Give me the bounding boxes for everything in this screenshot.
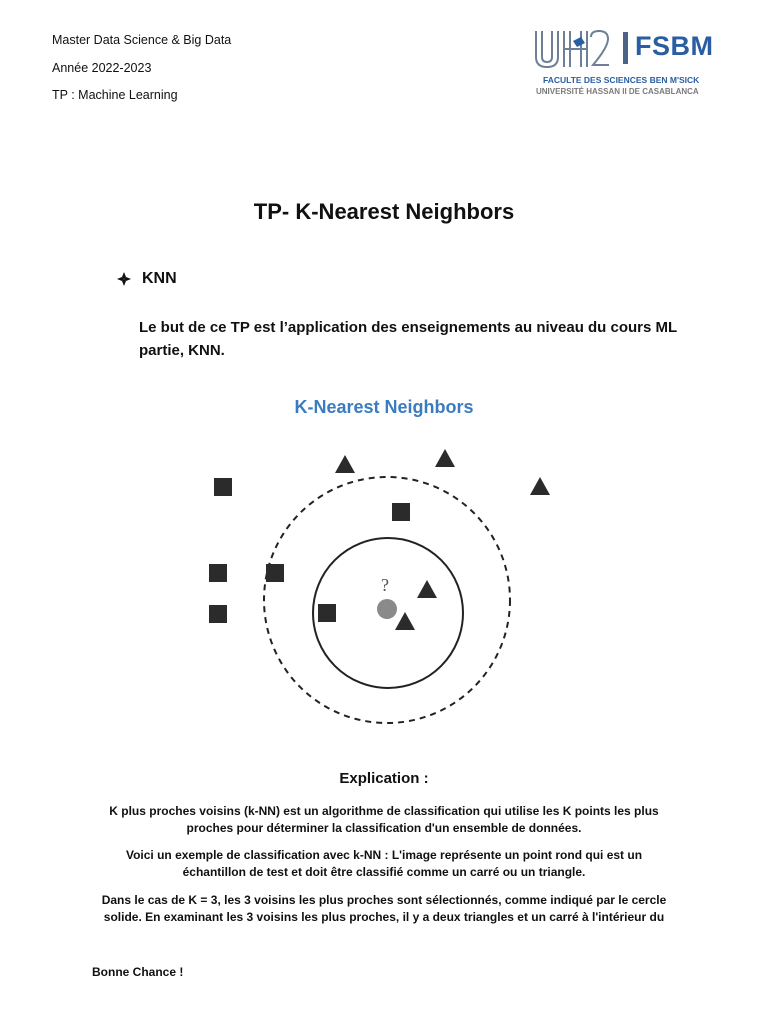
figure-title: K-Nearest Neighbors — [294, 397, 474, 417]
explanation-paragraph-2: Voici un exemple de classification avec k-NN : L'image représente un point rond qui est un échantillon de test et doit être classifié comme un carré ou un triangle. — [125, 848, 643, 879]
header-course: TP : Machine Learning — [52, 88, 178, 102]
header-program: Master Data Science & Big Data — [52, 33, 232, 47]
intro-paragraph: Le but de ce TP est l’application des enseignements au niveau du cours ML partie, KNN. — [139, 319, 677, 359]
logo-faculty-name: FACULTE DES SCIENCES BEN M'SICK — [543, 75, 700, 85]
query-label: ? — [381, 575, 389, 595]
university-logo — [533, 27, 723, 102]
square-point — [318, 604, 336, 622]
header-year: Année 2022-2023 — [52, 61, 152, 75]
uh2-emblem-icon — [533, 27, 611, 71]
triangle-point — [530, 477, 550, 495]
square-point — [209, 605, 227, 623]
triangle-point — [435, 449, 455, 467]
explanation-paragraph-3: Dans le cas de K = 3, les 3 voisins les plus proches sont sélectionnés, comme indiqué par le cercle solide. En examinant les 3 voisins les plus proches, il y a deux triangles et un carré à l'intérieur du — [101, 893, 667, 924]
section-heading-label: KNN — [142, 270, 177, 287]
triangle-point — [335, 455, 355, 473]
square-point — [266, 564, 284, 582]
logo-fsbm-text: FSBM — [635, 31, 714, 61]
logo-divider — [623, 32, 628, 64]
square-point — [214, 478, 232, 496]
page-title: TP- K-Nearest Neighbors — [253, 199, 515, 224]
square-point — [209, 564, 227, 582]
triangle-point — [395, 612, 415, 630]
footer-text: Bonne Chance ! — [92, 965, 184, 979]
query-point — [377, 599, 397, 619]
explanation-paragraph-1: K plus proches voisins (k-NN) est un algorithme de classification qui utilise les K points les plus proches pour déterminer la classification d'un ensemble de données. — [109, 804, 659, 835]
diamond-bullet-icon — [116, 271, 132, 287]
square-point — [392, 503, 410, 521]
triangle-point — [417, 580, 437, 598]
section-heading — [116, 270, 177, 288]
logo-university-name: UNIVERSITÉ HASSAN II DE CASABLANCA — [536, 87, 699, 96]
explanation-title: Explication : — [339, 770, 429, 787]
knn-diagram — [195, 440, 575, 740]
